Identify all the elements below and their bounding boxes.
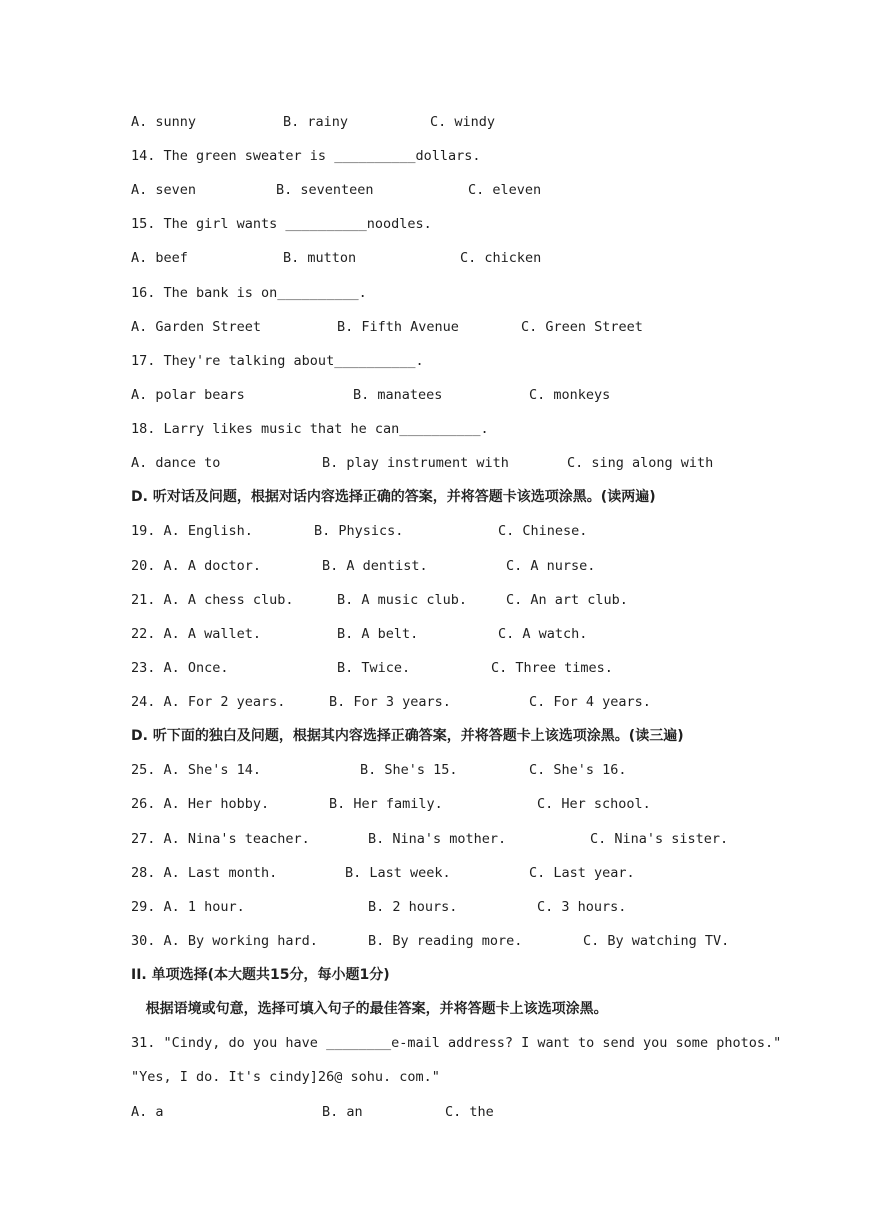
option-c: C. An art club.: [506, 592, 628, 608]
option-b: B. play instrument with: [322, 455, 509, 471]
question-31-reply: "Yes, I do. It's cindy]26@ sohu. com.": [131, 1069, 440, 1085]
option-c: C. For 4 years.: [529, 694, 651, 710]
option-c: C. sing along with: [567, 455, 714, 471]
option-b: B. Last week.: [345, 865, 451, 881]
option-c: C. monkeys: [529, 387, 611, 403]
option-c: C. eleven: [468, 182, 542, 198]
option-c: C. chicken: [460, 250, 542, 266]
option-b: B. A belt.: [337, 626, 419, 642]
option-b: B. Fifth Avenue: [337, 319, 459, 335]
option-b: B. A music club.: [337, 592, 468, 608]
option-a: A. sunny: [131, 114, 197, 130]
section-instructions: 根据语境或句意，选择可填入句子的最佳答案，并将答题卡上该选项涂黑。: [131, 1001, 608, 1017]
option-a: A. a: [131, 1104, 164, 1120]
option-a: 23. A. Once.: [131, 660, 229, 676]
option-b: B. Nina's mother.: [368, 831, 507, 847]
question-31: 31. "Cindy, do you have ________e-mail address? I want to send you some photos.": [131, 1035, 782, 1051]
question-16: 16. The bank is on__________.: [131, 285, 367, 301]
option-c: C. By watching TV.: [583, 933, 730, 949]
option-a: 26. A. Her hobby.: [131, 796, 270, 812]
option-b: B. Her family.: [329, 796, 443, 812]
section-heading-single-choice: II. 单项选择(本大题共15分，每小题1分): [131, 967, 390, 983]
option-c: C. the: [445, 1104, 494, 1120]
option-c: C. windy: [430, 114, 496, 130]
option-a: A. dance to: [131, 455, 221, 471]
option-a: A. beef: [131, 250, 188, 266]
option-a: A. seven: [131, 182, 197, 198]
option-c: C. Chinese.: [498, 523, 588, 539]
option-c: C. A nurse.: [506, 558, 596, 574]
option-c: C. Three times.: [491, 660, 613, 676]
option-c: C. Last year.: [529, 865, 635, 881]
option-b: B. Twice.: [337, 660, 411, 676]
section-heading-monologue: D. 听下面的独白及问题，根据其内容选择正确答案，并将答题卡上该选项涂黑。(读三遍): [131, 728, 684, 744]
option-b: B. For 3 years.: [329, 694, 451, 710]
option-b: B. A dentist.: [322, 558, 428, 574]
question-18: 18. Larry likes music that he can__________.: [131, 421, 489, 437]
option-b: B. mutton: [283, 250, 357, 266]
option-c: C. Nina's sister.: [590, 831, 729, 847]
section-heading-dialogue: D. 听对话及问题，根据对话内容选择正确的答案，并将答题卡该选项涂黑。(读两遍): [131, 489, 656, 505]
question-14: 14. The green sweater is __________dollars.: [131, 148, 481, 164]
option-a: 30. A. By working hard.: [131, 933, 318, 949]
option-a: 22. A. A wallet.: [131, 626, 262, 642]
option-c: C. She's 16.: [529, 762, 627, 778]
option-b: B. manatees: [353, 387, 443, 403]
option-b: B. 2 hours.: [368, 899, 458, 915]
question-15: 15. The girl wants __________noodles.: [131, 216, 432, 232]
option-a: 19. A. English.: [131, 523, 253, 539]
option-b: B. seventeen: [276, 182, 374, 198]
option-b: B. Physics.: [314, 523, 404, 539]
option-a: 28. A. Last month.: [131, 865, 278, 881]
option-a: 25. A. She's 14.: [131, 762, 262, 778]
option-b: B. She's 15.: [360, 762, 458, 778]
option-c: C. 3 hours.: [537, 899, 627, 915]
option-c: C. Green Street: [521, 319, 643, 335]
option-a: 27. A. Nina's teacher.: [131, 831, 310, 847]
option-c: C. A watch.: [498, 626, 588, 642]
option-a: A. polar bears: [131, 387, 245, 403]
option-a: 21. A. A chess club.: [131, 592, 294, 608]
option-a: 20. A. A doctor.: [131, 558, 262, 574]
question-17: 17. They're talking about__________.: [131, 353, 424, 369]
option-a: 24. A. For 2 years.: [131, 694, 286, 710]
option-a: 29. A. 1 hour.: [131, 899, 245, 915]
option-b: B. an: [322, 1104, 363, 1120]
option-b: B. By reading more.: [368, 933, 523, 949]
option-a: A. Garden Street: [131, 319, 262, 335]
option-c: C. Her school.: [537, 796, 651, 812]
option-b: B. rainy: [283, 114, 349, 130]
